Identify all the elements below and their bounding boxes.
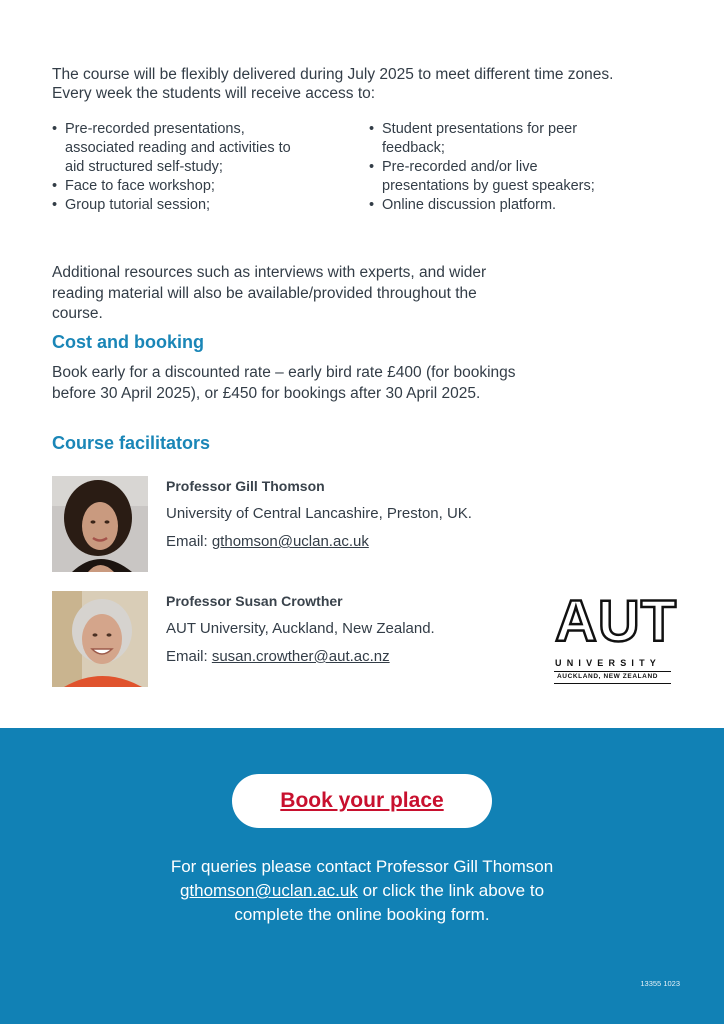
bullet-list-right [369,120,609,215]
queries-line-2-text: or click the link above to [357,881,545,900]
query-email-link[interactable]: gthomson@uclan.ac.uk [179,881,358,900]
email-link[interactable]: gthomson@uclan.ac.uk [211,533,369,550]
list-item: • Face to face workshop; [52,177,302,196]
logo-subtitle: UNIVERSITY [555,658,662,668]
email-label: Email: [166,533,212,550]
facilitator-susan [166,593,546,665]
intro-paragraph [52,65,672,103]
resources-paragraph: Additional resources such as interviews with experts, and wider reading material will also be available/provided throughout the course. [52,264,487,322]
intro-line-2: Every week the students will receive access to: [52,85,376,102]
list-item: • Student presentations for peer feedback; [369,120,609,158]
list-item: • Pre-recorded presentations, associated reading and activities to aid structured self-study; [52,120,302,177]
facilitator-email-line [166,648,546,665]
facilitator-affiliation: AUT University, Auckland, New Zealand. [166,620,435,637]
email-label: Email: [166,648,212,665]
queries-line-3: complete the online booking form. [234,905,490,924]
queries-text [100,855,624,927]
logo-divider [554,671,671,672]
facilitator-gill [166,478,546,550]
facilitator-name: Professor Susan Crowther [166,593,343,609]
email-link[interactable]: susan.crowther@aut.ac.nz [211,648,390,665]
logo-wordmark: AUT [555,589,678,654]
book-your-place-button[interactable] [232,774,492,828]
footer-band [0,728,724,1024]
facilitator-name: Professor Gill Thomson [166,478,325,494]
list-item: • Group tutorial session; [52,196,302,215]
document-code: 13355 1023 [640,979,680,988]
logo-divider [554,683,671,684]
cost-paragraph: Book early for a discounted rate – early bird rate £400 (for bookings before 30 April 2025), or £450 for bookings after 30 April 2025. [52,364,516,402]
logo-location: AUCKLAND, NEW ZEALAND [557,673,659,680]
book-button-label: Book your place [280,789,444,812]
queries-line-2 [100,879,624,903]
facilitator-affiliation: University of Central Lancashire, Preston, UK. [166,505,472,522]
bullet-list-left [52,120,302,215]
intro-line-1: The course will be flexibly delivered during July 2025 to meet different time zones. [52,66,614,83]
facilitator-photo-gill [52,476,148,572]
facilitators-heading: Course facilitators [52,433,211,453]
cost-heading: Cost and booking [52,332,204,352]
list-item: • Online discussion platform. [369,196,609,215]
aut-logo [553,589,678,686]
list-item: • Pre-recorded and/or live presentations by guest speakers; [369,158,609,196]
facilitator-photo-susan [52,591,148,687]
queries-line-1: For queries please contact Professor Gill Thomson [170,857,554,876]
facilitator-email-line [166,533,546,550]
